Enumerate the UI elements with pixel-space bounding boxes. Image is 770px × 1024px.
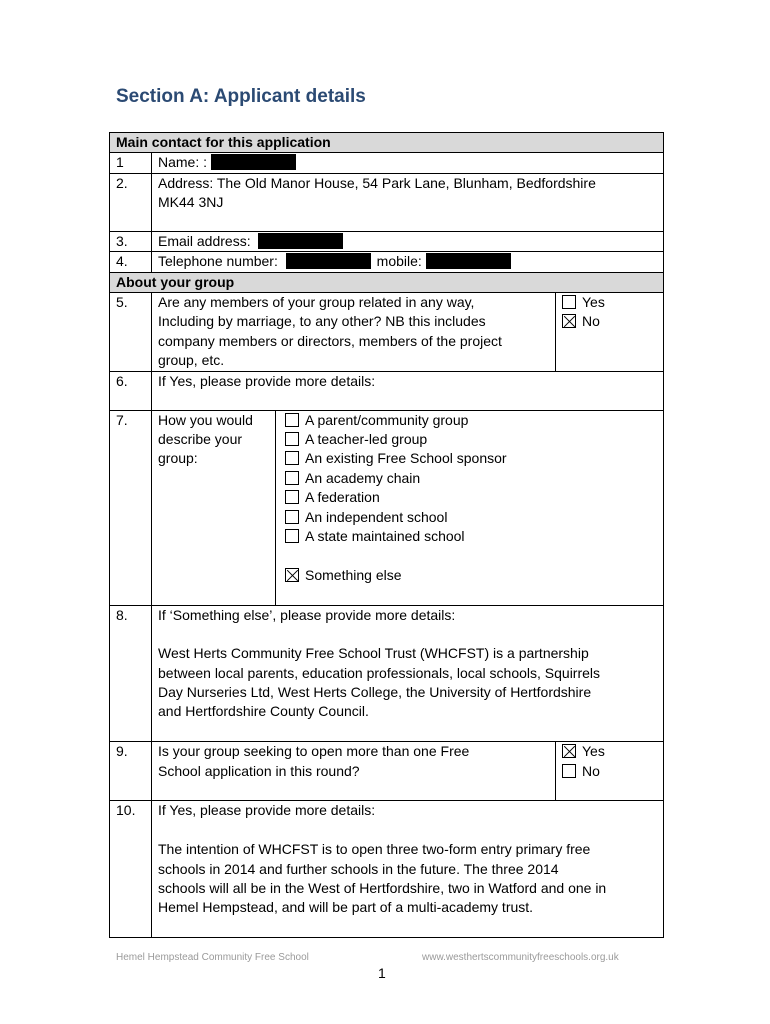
checkbox-unchecked-icon[interactable] <box>285 510 299 524</box>
q7-option[interactable] <box>285 566 659 585</box>
row-email <box>110 231 664 251</box>
q5-option-no[interactable] <box>562 312 659 331</box>
q5-line: Are any members of your group related in any way, <box>158 294 475 311</box>
q7-line: How you would <box>158 411 253 428</box>
q9-options <box>556 742 664 801</box>
spacer <box>285 546 659 565</box>
checkbox-checked-icon[interactable] <box>562 314 576 328</box>
row-q9 <box>110 742 664 801</box>
redacted-name <box>211 154 296 170</box>
applicant-details-table <box>109 132 664 938</box>
checkbox-unchecked-icon[interactable] <box>562 764 576 778</box>
row-number: 1 <box>110 153 152 173</box>
q10-prompt: If Yes, please provide more details: <box>158 802 376 819</box>
spacer <box>158 781 551 800</box>
q10-line: Hemel Hempstead, and will be part of a multi-academy trust. <box>158 899 534 916</box>
telephone-label: Telephone number: <box>158 253 278 270</box>
checkbox-unchecked-icon[interactable] <box>285 529 299 543</box>
q5-line: group, etc. <box>158 352 225 369</box>
q9-option-yes[interactable] <box>562 742 659 761</box>
about-group-header-row <box>110 272 664 292</box>
row-name <box>110 153 664 173</box>
checkbox-unchecked-icon[interactable] <box>285 471 299 485</box>
q8-line: and Hertfordshire County Council. <box>158 703 369 720</box>
redacted-email <box>258 233 343 249</box>
q8-content <box>152 605 664 742</box>
section-title: Section A: Applicant details <box>116 86 366 107</box>
page-number: 1 <box>378 965 386 981</box>
q8-line: between local parents, education professionals, local schools, Squirrels <box>158 664 601 681</box>
q7-line: group: <box>158 450 198 467</box>
q10-line: schools in 2014 and further schools in the future. The three 2014 <box>158 860 559 877</box>
spacer <box>158 821 659 840</box>
q9-line: Is your group seeking to open more than one Free <box>158 743 470 760</box>
row-address <box>110 173 664 231</box>
q5-option-yes[interactable] <box>562 293 659 312</box>
spacer <box>158 722 659 741</box>
spacer <box>158 918 659 937</box>
q7-option[interactable] <box>285 508 659 527</box>
row-number: 3. <box>110 231 152 251</box>
q8-prompt: If ‘Something else’, please provide more details: <box>158 606 456 623</box>
address-field <box>152 173 664 231</box>
telephone-field <box>152 252 664 272</box>
row-q7 <box>110 410 664 605</box>
row-number: 7. <box>110 410 152 605</box>
q7-option[interactable] <box>285 527 659 546</box>
footer-school-name: Hemel Hempstead Community Free School <box>116 952 309 963</box>
email-field <box>152 231 664 251</box>
q10-content <box>152 801 664 938</box>
q7-option[interactable] <box>285 488 659 507</box>
row-q5 <box>110 293 664 372</box>
option-label: A parent/community group <box>305 411 469 428</box>
email-label: Email address: <box>158 232 251 249</box>
q8-line: West Herts Community Free School Trust (WHCFST) is a partnership <box>158 645 589 662</box>
row-number: 9. <box>110 742 152 801</box>
row-number: 5. <box>110 293 152 372</box>
row-number: 2. <box>110 173 152 231</box>
checkbox-unchecked-icon[interactable] <box>285 451 299 465</box>
option-label: An existing Free School sponsor <box>305 450 507 467</box>
option-label: No <box>582 313 600 330</box>
row-number: 10. <box>110 801 152 938</box>
row-q10 <box>110 801 664 938</box>
redacted-telephone <box>286 253 371 269</box>
option-label: A state maintained school <box>305 527 465 544</box>
name-label: Name: : <box>158 154 208 171</box>
option-label: A federation <box>305 489 380 506</box>
checkbox-unchecked-icon[interactable] <box>562 295 576 309</box>
q7-options <box>276 410 664 605</box>
row-telephone <box>110 252 664 272</box>
q5-options <box>556 293 664 372</box>
option-label: Yes <box>582 743 605 760</box>
checkbox-checked-icon[interactable] <box>285 568 299 582</box>
q10-line: schools will all be in the West of Hertfordshire, two in Watford and one in <box>158 879 607 896</box>
q5-line: Including by marriage, to any other? NB this includes <box>158 313 486 330</box>
spacer <box>158 625 659 644</box>
checkbox-unchecked-icon[interactable] <box>285 432 299 446</box>
checkbox-unchecked-icon[interactable] <box>285 490 299 504</box>
redacted-mobile <box>426 253 511 269</box>
checkbox-unchecked-icon[interactable] <box>285 413 299 427</box>
address-line-1: Address: The Old Manor House, 54 Park Lane, Blunham, Bedfordshire <box>158 174 596 191</box>
row-number: 6. <box>110 371 152 410</box>
option-label: A teacher-led group <box>305 430 428 447</box>
q7-option[interactable] <box>285 411 659 430</box>
q9-line: School application in this round? <box>158 762 360 779</box>
q7-option[interactable] <box>285 469 659 488</box>
name-field <box>152 153 664 173</box>
main-contact-header-row <box>110 133 664 153</box>
row-number: 4. <box>110 252 152 272</box>
q9-option-no[interactable] <box>562 762 659 781</box>
row-q8 <box>110 605 664 742</box>
q5-line: company members or directors, members of the project <box>158 332 502 349</box>
option-label: An academy chain <box>305 469 421 486</box>
about-group-header: About your group <box>110 272 664 292</box>
option-label: An independent school <box>305 508 448 525</box>
q7-line: describe your <box>158 430 243 447</box>
row-number: 8. <box>110 605 152 742</box>
option-label: Something else <box>305 566 402 583</box>
option-label: No <box>582 762 600 779</box>
q5-question <box>152 293 556 372</box>
footer-website: www.westhertscommunityfreeschools.org.uk <box>422 952 619 963</box>
q9-question <box>152 742 556 801</box>
q7-option[interactable] <box>285 449 659 468</box>
mobile-label: mobile: <box>376 253 422 270</box>
checkbox-checked-icon[interactable] <box>562 744 576 758</box>
row-q6 <box>110 371 664 410</box>
q7-question <box>152 410 276 605</box>
option-label: Yes <box>582 294 605 311</box>
q6-prompt: If Yes, please provide more details: <box>152 371 664 410</box>
address-line-2: MK44 3NJ <box>158 194 224 211</box>
spacer <box>285 585 659 604</box>
main-contact-header: Main contact for this application <box>110 133 664 153</box>
q8-line: Day Nurseries Ltd, West Herts College, the University of Hertfordshire <box>158 684 592 701</box>
q7-option[interactable] <box>285 430 659 449</box>
q10-line: The intention of WHCFST is to open three two-form entry primary free <box>158 841 591 858</box>
